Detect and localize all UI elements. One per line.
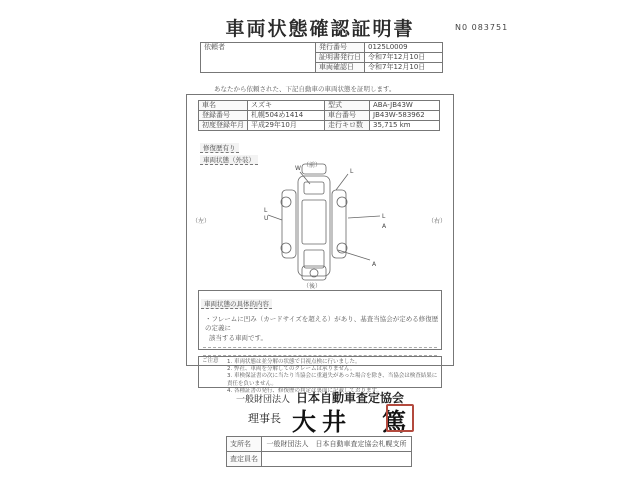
vehicle-diagram (186, 160, 452, 292)
mark-line-l-top (336, 174, 348, 190)
certificate-number: N0 083751 (455, 23, 509, 32)
issue-no-value: 0125L0009 (365, 43, 443, 53)
note-item: 1. 車両状態は並分解の状態で目視点検に行いました。 (227, 359, 361, 365)
intro-text: あなたから依頼された、下記自動車の車両状態を証明します。 (214, 85, 396, 93)
org-prefix: 一般財団法人 (236, 395, 291, 405)
car-outline (268, 164, 380, 280)
branch-label: 支所名 (227, 437, 262, 452)
mark-line-a-bottom (338, 250, 370, 260)
chassis-value: JB43W-583962 (370, 111, 440, 121)
issue-date-label: 証明書発行日 (316, 53, 365, 63)
org-name: 日本自動車査定協会 (296, 391, 405, 405)
official-seal (386, 404, 414, 432)
cabin (302, 200, 326, 244)
details-heading: 車両状態の具体的内容 (201, 299, 272, 309)
notes-box (198, 356, 442, 394)
right-label: （右） (428, 218, 447, 225)
requester-label: 依頼者 (204, 43, 225, 51)
issue-date-value: 令和7年12月10日 (365, 53, 443, 63)
branch-value: 一般財団法人 日本自動車査定協会札幌支所 (262, 437, 412, 452)
notes-heading: ご注意 (202, 358, 219, 364)
repair-history-label: 修復歴有り (200, 143, 239, 153)
mark-l-left: L (264, 207, 268, 214)
make-label: 車名 (199, 101, 248, 111)
model-label: 型式 (325, 101, 370, 111)
right-front-wheel (337, 197, 347, 207)
reg-value: 札幌504め1414 (248, 111, 325, 121)
inspector-value (262, 452, 412, 467)
exterior-state-label: 車両状態（外装） (200, 155, 258, 165)
details-line-2: 該当する車両です。 (209, 334, 267, 342)
vehicle-table (198, 100, 440, 131)
issue-no-label: 発行番号 (316, 43, 365, 53)
note-item: 2. 弊社、車両を分解してのクレームは承りません。 (227, 366, 356, 373)
details-rule-1 (203, 347, 437, 348)
left-label: （左） (192, 218, 211, 225)
left-rear-wheel (281, 243, 291, 253)
model-value: ABA-JB43W (370, 101, 440, 111)
requester-cell (201, 43, 316, 73)
confirm-date-value: 令和7年12月10日 (365, 63, 443, 73)
mark-u-left: U (264, 215, 269, 222)
details-box (198, 290, 442, 350)
front-label: （前） (302, 162, 322, 169)
document-title: 車両状態確認証明書 (225, 18, 415, 40)
inspector-label: 査定員名 (227, 452, 262, 467)
mark-l-top: L (350, 168, 354, 175)
left-side-body (282, 190, 296, 258)
mark-l-right: L (382, 213, 386, 220)
chairman-title: 理事長 (248, 412, 281, 425)
confirm-date-label: 車両確認日 (316, 63, 365, 73)
branch-table (226, 436, 412, 467)
note-item: 4. 各種証書の発行、修復歴の判定は裏面に記載しております。 (227, 387, 383, 394)
mark-line-l-right (348, 216, 380, 218)
chairman-name: 大井 篤 (292, 407, 412, 436)
details-line-1: ・フレームに凹み（カードサイズを超える）があり、基査当協会が定める修復歴の定義に (205, 315, 439, 332)
rear-label: （後） (302, 283, 322, 290)
first-reg-value: 平成29年10月 (248, 121, 325, 131)
header-table (200, 42, 443, 73)
make-value: スズキ (248, 101, 325, 111)
right-side-body (332, 190, 346, 258)
mark-a-bottom: A (372, 261, 377, 268)
mark-a-right: A (382, 223, 387, 230)
hood (304, 182, 324, 194)
note-item: 3. 車検保証書の次に当たり当協会に重過失があった場合を除き、当協会は検査結果に責任を負いません。 (227, 373, 438, 387)
mileage-value: 35,715 km (370, 121, 440, 131)
rear-deck (304, 250, 324, 268)
car-body (298, 176, 330, 276)
mark-w: W (295, 165, 301, 172)
chassis-label: 車台番号 (325, 111, 370, 121)
left-front-wheel (281, 197, 291, 207)
first-reg-label: 初度登録年月 (199, 121, 248, 131)
mark-line-l-left (268, 215, 282, 220)
reg-label: 登録番号 (199, 111, 248, 121)
mileage-label: 走行キロ数 (325, 121, 370, 131)
